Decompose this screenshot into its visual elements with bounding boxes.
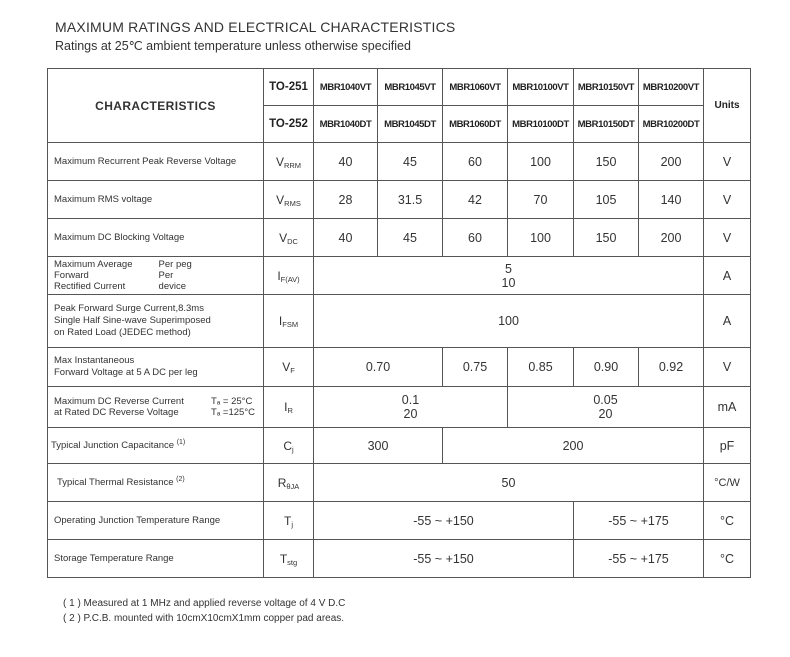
param-symbol: $T_{stg}$ bbox=[264, 540, 314, 578]
param-label: Maximum Recurrent Peak Reverse Voltage bbox=[48, 143, 264, 181]
unit-cell: °C bbox=[704, 540, 751, 578]
part-number: MBR10100DT bbox=[508, 106, 574, 143]
row-ifav bbox=[48, 257, 751, 295]
value-cell: 100 bbox=[508, 143, 574, 181]
param-symbol: $I_{FSM}$ bbox=[264, 295, 314, 348]
part-number: MBR10200VT bbox=[639, 69, 704, 106]
value-cell: 50 bbox=[314, 464, 704, 502]
value-cell: 40 bbox=[314, 143, 378, 181]
value-cell: 200 bbox=[443, 428, 704, 464]
param-symbol: $T_j$ bbox=[264, 502, 314, 540]
param-symbol: $I_R$ bbox=[264, 387, 314, 428]
value-cell: 0.92 bbox=[639, 348, 704, 387]
value-cell: 0.1 20 bbox=[314, 387, 508, 428]
value-cell: 150 bbox=[574, 143, 639, 181]
param-label: Max Instantaneous Forward Voltage at 5 A DC per leg bbox=[48, 348, 264, 387]
header-row-to251 bbox=[48, 69, 751, 106]
value-cell: 31.5 bbox=[378, 181, 443, 219]
value-cell: 0.70 bbox=[314, 348, 443, 387]
footnote-2: ( 2 ) P.C.B. mounted with 10cmX10cmX1mm copper pad areas. bbox=[63, 613, 345, 624]
units-header: Units bbox=[704, 69, 751, 143]
unit-cell: °C bbox=[704, 502, 751, 540]
value-cell: 28 bbox=[314, 181, 378, 219]
unit-cell: A bbox=[704, 257, 751, 295]
characteristics-header: CHARACTERISTICS bbox=[48, 69, 264, 143]
package-to252: TO-252 bbox=[264, 106, 314, 143]
param-label: Maximum DC Reverse Current at Rated DC Reverse Voltage Tₐ = 25°C Tₐ =125°C bbox=[48, 387, 264, 428]
value-cell: -55 ~ +175 bbox=[574, 540, 704, 578]
value-cell: 60 bbox=[443, 219, 508, 257]
part-number: MBR10200DT bbox=[639, 106, 704, 143]
param-symbol: $V_{DC}$ bbox=[264, 219, 314, 257]
param-label: Typical Junction Capacitance $^{(1)}$ bbox=[48, 428, 264, 464]
param-symbol: $V_F$ bbox=[264, 348, 314, 387]
param-symbol: $R_{\theta JA}$ bbox=[264, 464, 314, 502]
row-cj bbox=[48, 428, 751, 464]
param-label: Maximum DC Blocking Voltage bbox=[48, 219, 264, 257]
footnotes bbox=[63, 596, 345, 626]
unit-cell: V bbox=[704, 181, 751, 219]
unit-cell: V bbox=[704, 348, 751, 387]
param-symbol: $V_{RMS}$ bbox=[264, 181, 314, 219]
value-cell: 200 bbox=[639, 219, 704, 257]
param-label: Maximum Average Forward Rectified Current Per peg Per device bbox=[48, 257, 264, 295]
param-symbol: $I_{F(AV)}$ bbox=[264, 257, 314, 295]
part-number: MBR1060VT bbox=[443, 69, 508, 106]
value-cell: 5 10 bbox=[314, 257, 704, 295]
value-cell: -55 ~ +150 bbox=[314, 502, 574, 540]
value-cell: 140 bbox=[639, 181, 704, 219]
unit-cell: °C/W bbox=[704, 464, 751, 502]
param-label: Peak Forward Surge Current,8.3ms Single Half Sine-wave Superimposed on Rated Load (JEDEC method) bbox=[48, 295, 264, 348]
value-cell: 200 bbox=[639, 143, 704, 181]
footnote-1: ( 1 ) Measured at 1 MHz and applied reverse voltage of 4 V D.C bbox=[63, 598, 346, 609]
part-number: MBR10100VT bbox=[508, 69, 574, 106]
row-ir bbox=[48, 387, 751, 428]
value-cell: 100 bbox=[508, 219, 574, 257]
value-cell: 70 bbox=[508, 181, 574, 219]
value-cell: 42 bbox=[443, 181, 508, 219]
value-cell: 150 bbox=[574, 219, 639, 257]
ratings-table bbox=[47, 68, 751, 578]
unit-cell: mA bbox=[704, 387, 751, 428]
value-cell: -55 ~ +150 bbox=[314, 540, 574, 578]
value-cell: 0.05 20 bbox=[508, 387, 704, 428]
part-number: MBR1045DT bbox=[378, 106, 443, 143]
package-to251: TO-251 bbox=[264, 69, 314, 106]
value-cell: -55 ~ +175 bbox=[574, 502, 704, 540]
value-cell: 0.90 bbox=[574, 348, 639, 387]
param-label: Storage Temperature Range bbox=[48, 540, 264, 578]
part-number: MBR1060DT bbox=[443, 106, 508, 143]
section-title: MAXIMUM RATINGS AND ELECTRICAL CHARACTERISTICS bbox=[55, 19, 456, 35]
row-tj bbox=[48, 502, 751, 540]
part-number: MBR10150VT bbox=[574, 69, 639, 106]
row-vrrm bbox=[48, 143, 751, 181]
unit-cell: V bbox=[704, 219, 751, 257]
value-cell: 60 bbox=[443, 143, 508, 181]
value-cell: 45 bbox=[378, 143, 443, 181]
row-vrms bbox=[48, 181, 751, 219]
param-label: Maximum RMS voltage bbox=[48, 181, 264, 219]
row-vdc bbox=[48, 219, 751, 257]
part-number: MBR1045VT bbox=[378, 69, 443, 106]
value-cell: 105 bbox=[574, 181, 639, 219]
row-ifsm bbox=[48, 295, 751, 348]
value-cell: 40 bbox=[314, 219, 378, 257]
unit-cell: A bbox=[704, 295, 751, 348]
value-cell: 300 bbox=[314, 428, 443, 464]
part-number: MBR1040VT bbox=[314, 69, 378, 106]
unit-cell: pF bbox=[704, 428, 751, 464]
part-number: MBR1040DT bbox=[314, 106, 378, 143]
param-label: Typical Thermal Resistance $^{(2)}$ bbox=[48, 464, 264, 502]
unit-cell: V bbox=[704, 143, 751, 181]
param-symbol: $C_j$ bbox=[264, 428, 314, 464]
part-number: MBR10150DT bbox=[574, 106, 639, 143]
param-label: Operating Junction Temperature Range bbox=[48, 502, 264, 540]
value-cell: 45 bbox=[378, 219, 443, 257]
row-vf bbox=[48, 348, 751, 387]
param-symbol: $V_{RRM}$ bbox=[264, 143, 314, 181]
section-subtitle: Ratings at 25℃ ambient temperature unless otherwise specified bbox=[55, 39, 411, 53]
row-tstg bbox=[48, 540, 751, 578]
value-cell: 0.75 bbox=[443, 348, 508, 387]
value-cell: 100 bbox=[314, 295, 704, 348]
row-rth bbox=[48, 464, 751, 502]
value-cell: 0.85 bbox=[508, 348, 574, 387]
